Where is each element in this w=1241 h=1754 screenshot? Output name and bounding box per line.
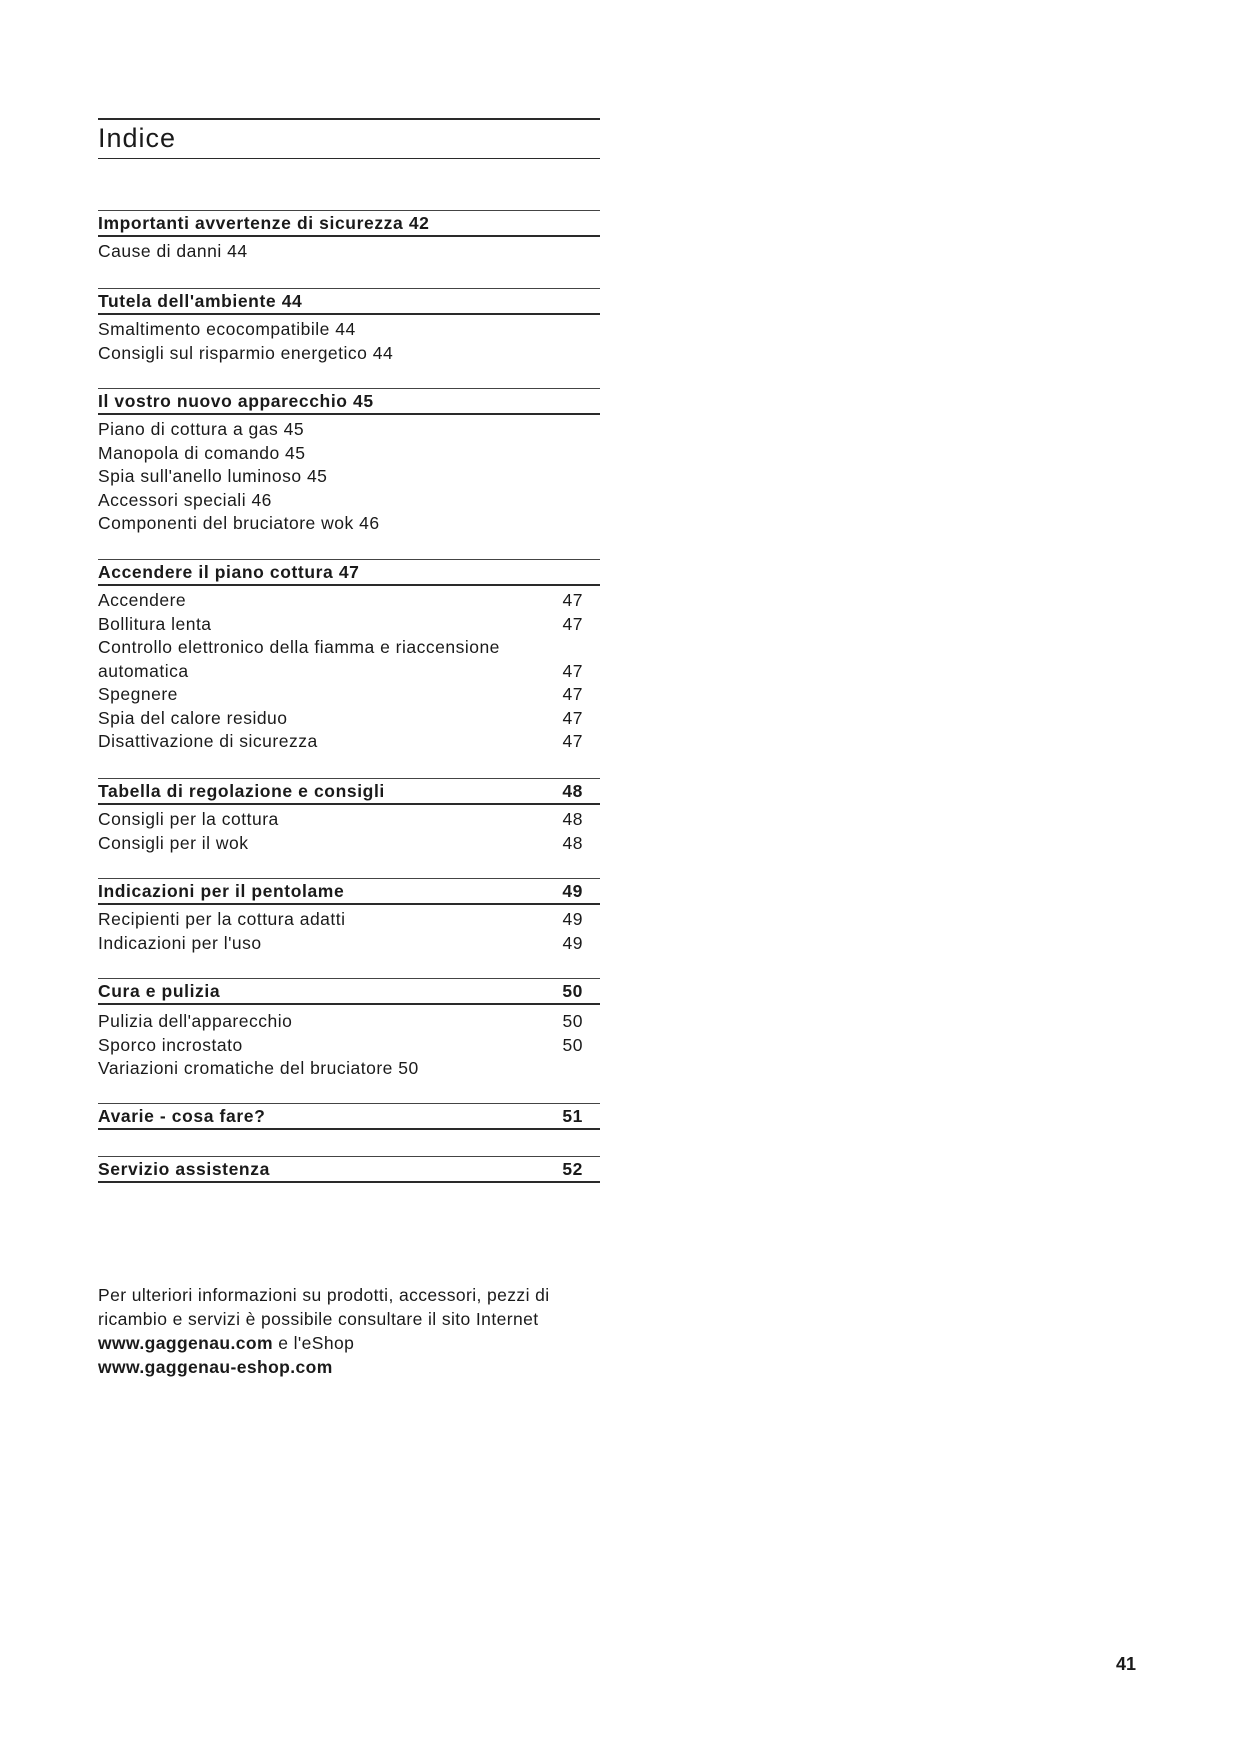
toc-section-heading[interactable] xyxy=(98,388,600,415)
toc-item[interactable]: Accessori speciali 46 xyxy=(98,489,272,510)
toc-item[interactable]: Consigli per la cottura 48 xyxy=(98,809,583,829)
toc-title-block xyxy=(98,118,600,159)
toc-section-heading[interactable] xyxy=(98,778,600,805)
info-line xyxy=(98,1331,618,1355)
toc-item[interactable]: Componenti del bruciatore wok 46 xyxy=(98,513,380,533)
toc-section-items xyxy=(98,808,600,855)
toc-item[interactable]: Spia del calore residuo 47 xyxy=(98,707,583,728)
toc-item[interactable]: Spia sull'anello luminoso 45 xyxy=(98,466,328,486)
section-heading-page: 52 xyxy=(562,1158,583,1179)
toc-item[interactable]: Pulizia dell'apparecchio 50 xyxy=(98,1011,583,1031)
page-title: Indice xyxy=(98,123,177,153)
toc-item[interactable]: Spegnere 47 xyxy=(98,684,583,704)
toc-item[interactable]: Consigli sul risparmio energetico 44 xyxy=(98,342,394,363)
eshop-text: e l'eShop xyxy=(272,1333,355,1353)
toc-item[interactable]: Cause di danni 44 xyxy=(98,241,248,261)
toc-item[interactable]: Variazioni cromatiche del bruciatore 50 xyxy=(98,1058,419,1078)
toc-section-items xyxy=(98,908,600,955)
toc-section-heading[interactable] xyxy=(98,210,600,237)
section-heading-text: Tutela dell'ambiente 44 xyxy=(98,290,303,311)
toc-item[interactable]: Consigli per il wok 48 xyxy=(98,832,583,853)
toc-item[interactable]: Bollitura lenta 47 xyxy=(98,613,583,634)
section-heading-text: Servizio assistenza xyxy=(98,1158,270,1179)
section-heading-text: Avarie - cosa fare? xyxy=(98,1105,266,1126)
toc-item[interactable]: Recipienti per la cottura adatti 49 xyxy=(98,909,583,929)
section-heading-text: Cura e pulizia xyxy=(98,980,221,1001)
section-heading-text: Importanti avvertenze di sicurezza 42 xyxy=(98,212,430,233)
toc-section-items xyxy=(98,1010,600,1081)
toc-section-items xyxy=(98,240,600,264)
toc-item[interactable]: Indicazioni per l'uso 49 xyxy=(98,932,583,953)
info-line: ricambio e servizi è possibile consultare il sito Internet xyxy=(98,1309,539,1329)
toc-section-items xyxy=(98,589,600,754)
section-heading-page: 48 xyxy=(562,780,583,801)
toc-section-items xyxy=(98,418,600,536)
gaggenau-link[interactable]: www.gaggenau.com xyxy=(98,1333,273,1353)
toc-item[interactable]: Disattivazione di sicurezza 47 xyxy=(98,731,583,751)
toc-section-heading[interactable] xyxy=(98,1156,600,1183)
toc-item[interactable]: Sporco incrostato 50 xyxy=(98,1034,583,1055)
website-info xyxy=(98,1283,618,1379)
section-heading-text: Indicazioni per il pentolame xyxy=(98,880,345,901)
toc-section-heading[interactable] xyxy=(98,878,600,905)
section-heading-page: 51 xyxy=(562,1105,583,1126)
gaggenau-eshop-link[interactable]: www.gaggenau-eshop.com xyxy=(98,1357,333,1377)
info-line: Per ulteriori informazioni su prodotti, accessori, pezzi di xyxy=(98,1285,550,1305)
toc-section-heading[interactable] xyxy=(98,559,600,586)
toc-item[interactable]: Accendere 47 xyxy=(98,590,583,610)
section-heading-page: 49 xyxy=(562,880,583,901)
toc-section-heading[interactable] xyxy=(98,978,600,1005)
info-line xyxy=(98,1355,618,1379)
toc-section-items xyxy=(98,318,600,365)
toc-item[interactable]: Piano di cottura a gas 45 xyxy=(98,419,305,439)
page-number: 41 xyxy=(1116,1654,1137,1674)
toc-item[interactable]: automatica 47 xyxy=(98,660,583,681)
toc-section-heading[interactable] xyxy=(98,288,600,315)
toc-section-heading[interactable] xyxy=(98,1103,600,1130)
section-heading-text: Accendere il piano cottura 47 xyxy=(98,561,360,582)
toc-item[interactable]: Smaltimento ecocompatibile 44 xyxy=(98,319,356,339)
section-heading-text: Tabella di regolazione e consigli xyxy=(98,780,385,801)
toc-item[interactable]: Manopola di comando 45 xyxy=(98,442,306,463)
section-heading-page: 50 xyxy=(562,980,583,1001)
section-heading-text: Il vostro nuovo apparecchio 45 xyxy=(98,390,374,411)
toc-item[interactable]: Controllo elettronico della fiamma e riaccensione xyxy=(98,637,500,657)
